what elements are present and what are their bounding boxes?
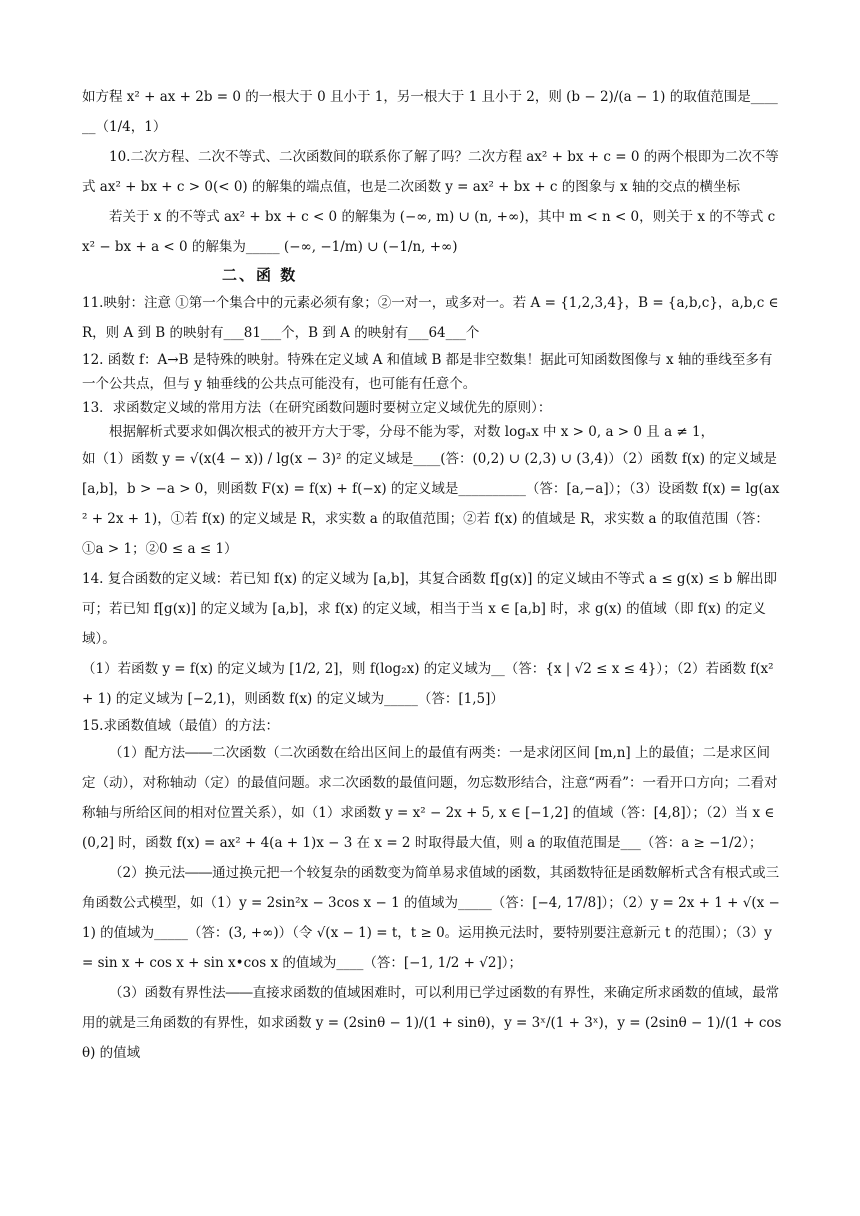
section-heading: 二、函 数 bbox=[222, 266, 298, 284]
text-line: （3）函数有界性法――直接求函数的值域困难时，可以利用已学过函数的有界性，来确定所求函数的值域，最常用的就是三角函数的有界性，如求函数 y = (2sinθ − 1)/(1 + sinθ)，y = 3ˣ/(1 + 3ˣ)，y = (2sinθ − 1)/(1 + cosθ) 的值域 bbox=[82, 985, 782, 1061]
text-line: 13．求函数定义域的常用方法（在研究函数问题时要树立定义域优先的原则）： bbox=[82, 400, 552, 416]
text-line: 10.二次方程、二次不等式、二次函数间的联系你了解了吗？二次方程 ax² + bx + c = 0 的两个根即为二次不等式 ax² + bx + c > 0(< 0) 的解集的端点值，也是二次函数 y = ax² + bx + c 的图象与 x 轴的交点的横坐标 bbox=[82, 149, 779, 195]
text-line: 若关于 x 的不等式 ax² + bx + c < 0 的解集为 (−∞, m) ∪ (n, +∞)，其中 m < n < 0，则关于 x 的不等式 cx² − bx + a < 0 的解集为_____ (−∞, −1/m) ∪ (−1/n, +∞) bbox=[82, 209, 776, 255]
text-line: 12. 函数 f：A→B 是特殊的映射。特殊在定义域 A 和值域 B 都是非空数集！据此可知函数图像与 x 轴的垂线至多有一个公共点，但与 y 轴垂线的公共点可能没有，也可能有任意个。 bbox=[82, 352, 773, 392]
text-line: 11.映射：注意 ①第一个集合中的元素必须有象；②一对一，或多对一。若 A = {1,2,3,4}，B = {a,b,c}，a,b,c ∈ R，则 A 到 B 的映射有___81___个，B 到 A 的映射有___64___个 bbox=[82, 295, 779, 341]
text-line: 15.求函数值域（最值）的方法： bbox=[82, 718, 279, 734]
text-line: （2）换元法――通过换元把一个较复杂的函数变为简单易求值域的函数，其函数特征是函数解析式含有根式或三角函数公式模型，如（1）y = 2sin²x − 3cos x − 1 的值域为_____（答：[−4, 17/8]）；（2）y = 2x + 1 + √(x − 1) 的值域为_____（答：(3, +∞)）（令 √(x − 1) = t，t ≥ 0。运用换元法时，要特别要注意新元 t 的范围）；（3）y = sin x + cos x + sin x•cos x 的值域为____（答：[−1, 1/2 + √2]）； bbox=[82, 865, 780, 971]
text-line: 根据解析式要求如偶次根式的被开方大于零，分母不能为零，对数 logₐx 中 x > 0, a > 0 且 a ≠ 1， bbox=[109, 424, 715, 440]
text-line: （1）配方法――二次函数（二次函数在给出区间上的最值有两类：一是求闭区间 [m,n] 上的最值；二是求区间定（动），对称轴动（定）的最值问题。求二次函数的最值问题，勿忘数形结合，注意“两看”：一看开口方向；二看对称轴与所给区间的相对位置关系），如（1）求函数 y = x² − 2x + 5, x ∈ [−1,2] 的值域（答：[4,8]）；（2）当 x ∈ (0,2] 时，函数 f(x) = ax² + 4(a + 1)x − 3 在 x = 2 时取得最大值，则 a 的取值范围是___（答：a ≥ −1/2）； bbox=[82, 745, 778, 851]
text-line: 14. 复合函数的定义域：若已知 f(x) 的定义域为 [a,b]，其复合函数 f[g(x)] 的定义域由不等式 a ≤ g(x) ≤ b 解出即可；若已知 f[g(x)] 的定义域为 [a,b]，求 f(x) 的定义域，相当于当 x ∈ [a,b] 时，求 g(x) 的值域（即 f(x) 的定义域）。 bbox=[82, 571, 778, 647]
document-page bbox=[82, 82, 782, 1068]
text-line: 如（1）函数 y = √(x(4 − x)) / lg(x − 3)² 的定义域是____(答：(0,2) ∪ (2,3) ∪ (3,4)）（2）函数 f(x) 的定义域是 [a,b]，b > −a > 0，则函数 F(x) = f(x) + f(−x) 的定义域是__________（答：[a,−a]）；（3）设函数 f(x) = lg(ax² + 2x + 1)，①若 f(x) 的定义域是 R，求实数 a 的取值范围；②若 f(x) 的值域是 R，求实数 a 的取值范围（答：①a > 1；②0 ≤ a ≤ 1） bbox=[82, 451, 780, 557]
text-line: （1）若函数 y = f(x) 的定义域为 [1/2, 2]，则 f(log₂x) 的定义域为__（答：{x | √2 ≤ x ≤ 4}）；（2）若函数 f(x² + 1) 的定义域为 [−2,1)，则函数 f(x) 的定义域为_____（答：[1,5]） bbox=[82, 661, 774, 707]
text-line: 如方程 x² + ax + 2b = 0 的一根大于 0 且小于 1，另一根大于 1 且小于 2，则 (b − 2)/(a − 1) 的取值范围是______（1/4，1） bbox=[82, 89, 778, 135]
